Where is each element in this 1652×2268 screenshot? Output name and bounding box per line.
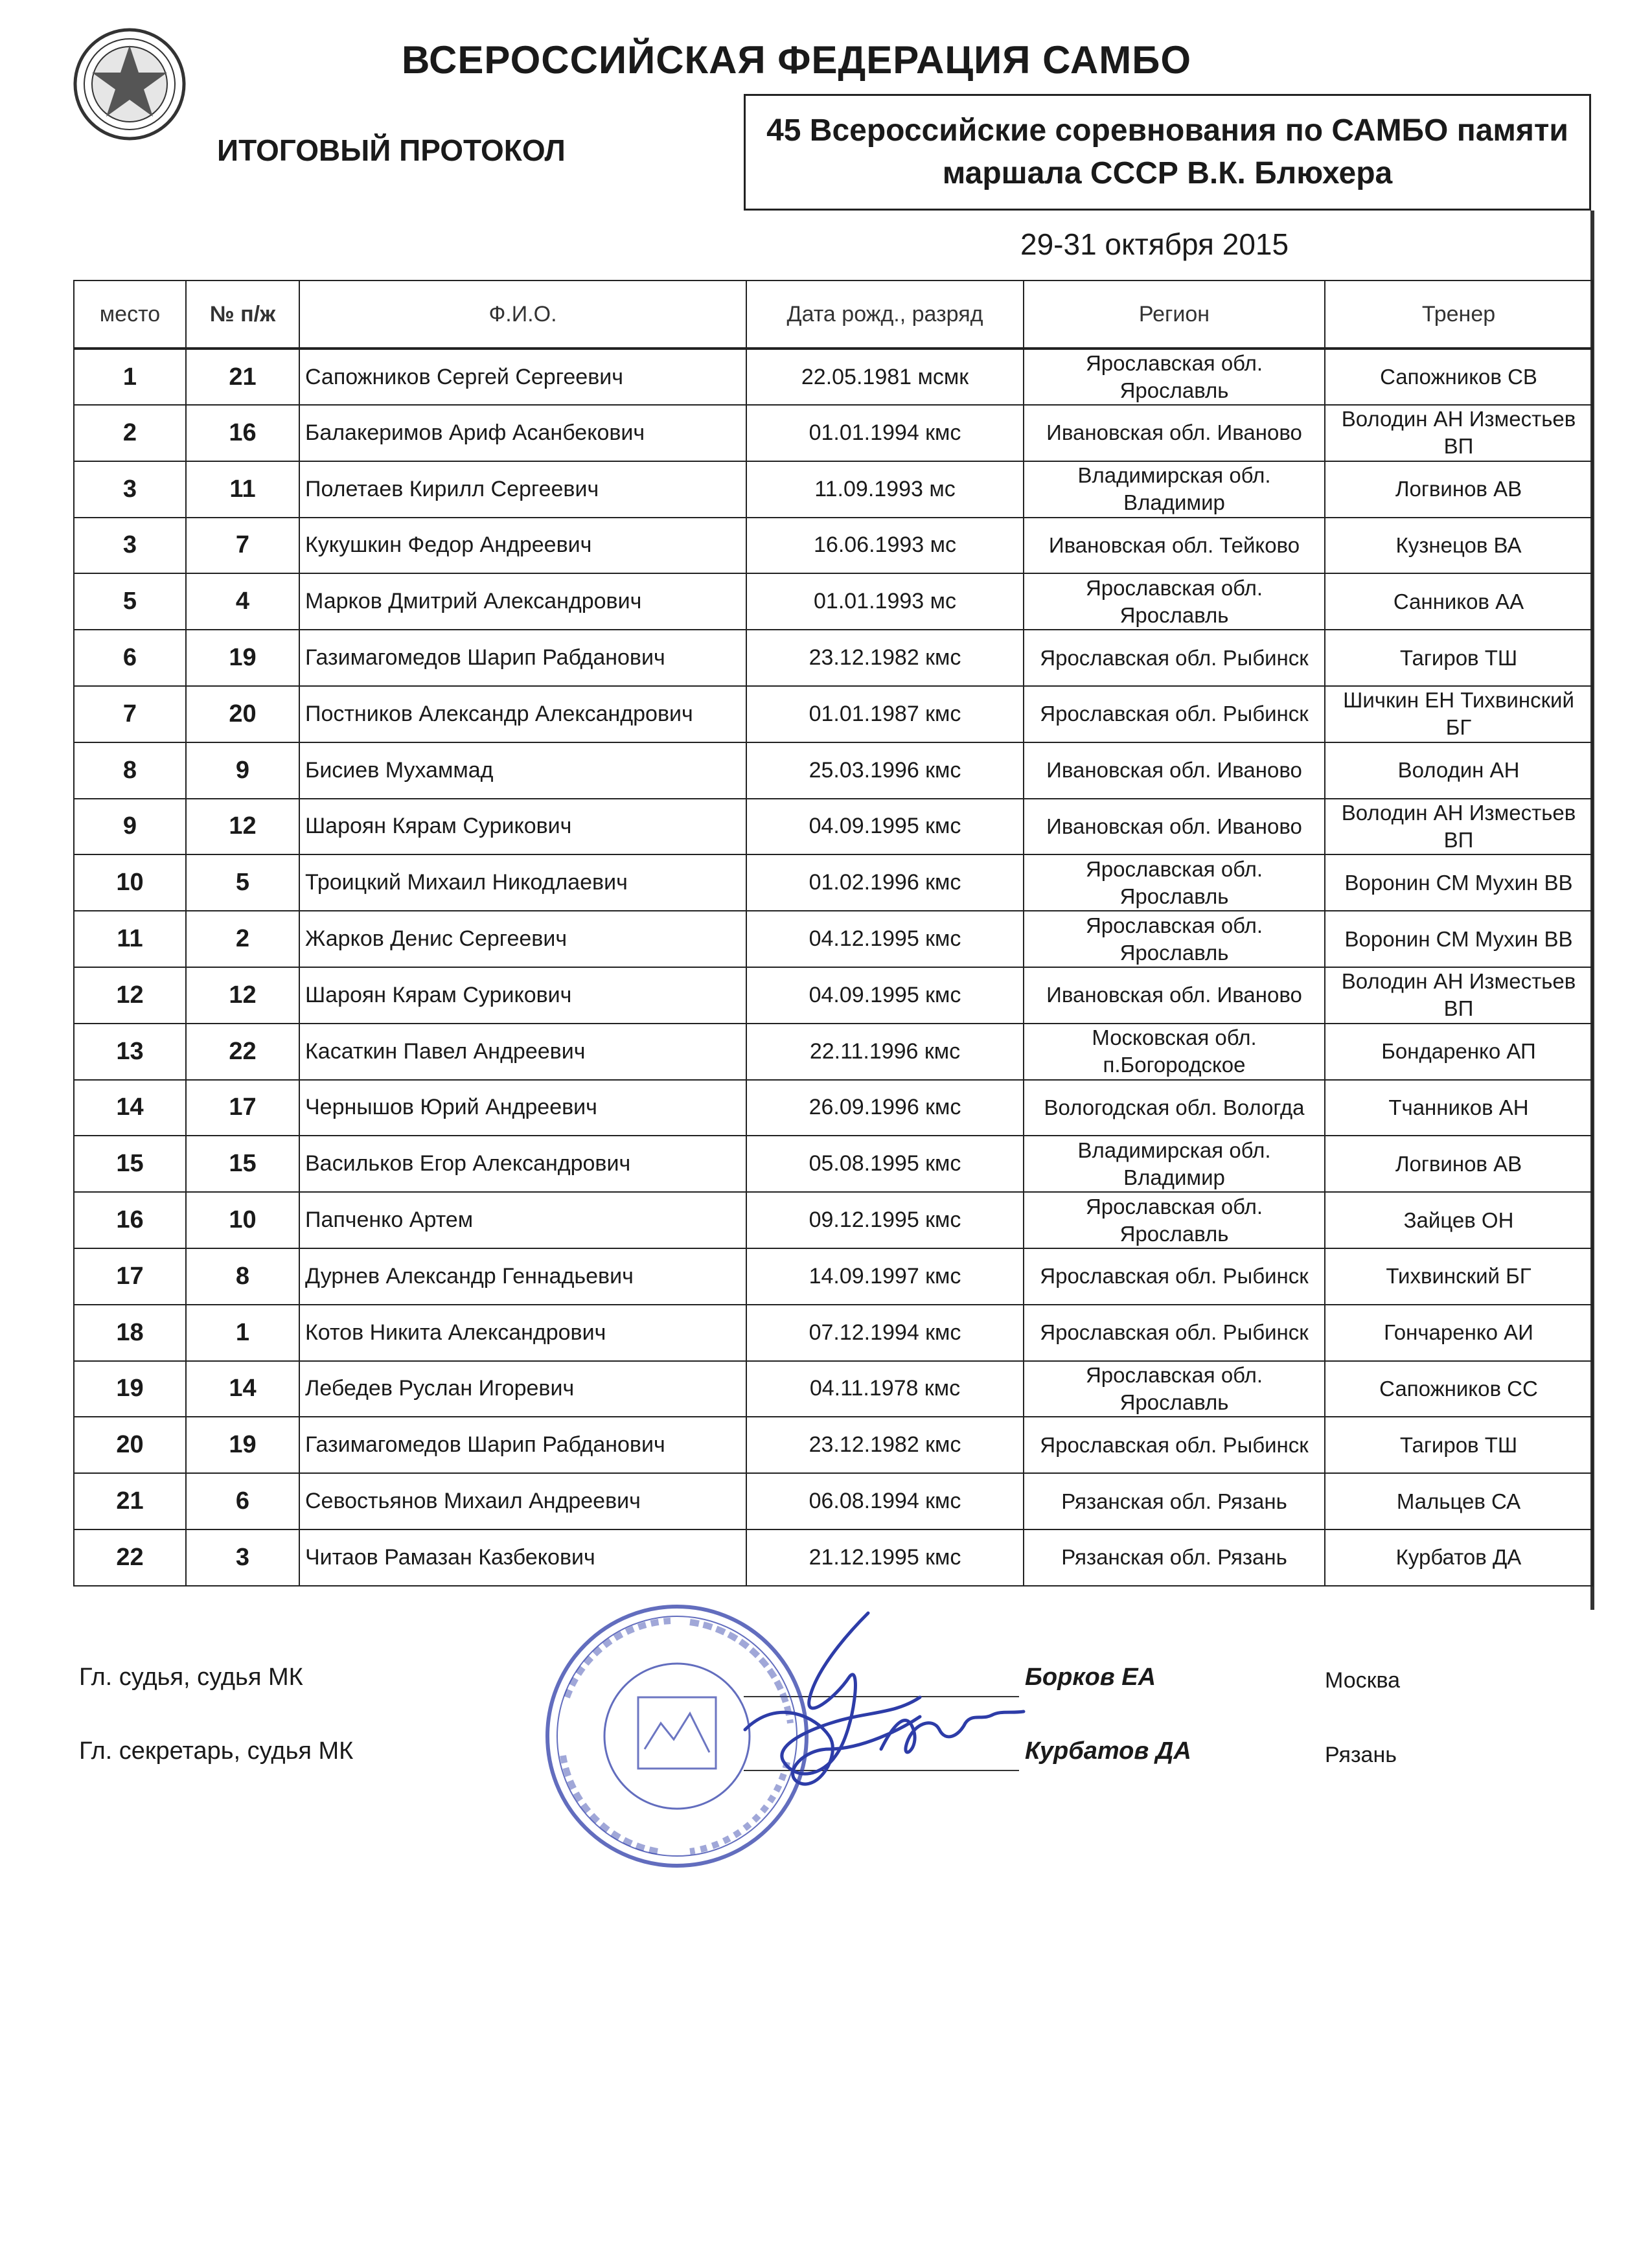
chief-secretary-name: Курбатов ДА [1025,1737,1191,1765]
results-table [73,280,1593,1586]
cell-coach: Воронин СМ Мухин ВВ [1325,854,1592,911]
cell-place: 20 [74,1417,186,1473]
cell-number: 11 [186,461,299,518]
cell-coach: Тихвинский БГ [1325,1248,1592,1305]
table-row [74,799,1592,855]
cell-region: Ярославская обл. Ярославль [1024,573,1325,630]
cell-name: Котов Никита Александрович [299,1305,746,1361]
chief-judge-name: Борков ЕА [1025,1664,1156,1691]
cell-region: Ярославская обл. Ярославль [1024,1361,1325,1417]
federation-title: ВСЕРОССИЙСКАЯ ФЕДЕРАЦИЯ САМБО [402,38,1192,82]
table-row [74,686,1592,742]
table-row [74,1305,1592,1361]
table-row [74,461,1592,518]
cell-number: 16 [186,405,299,461]
cell-place: 12 [74,967,186,1024]
cell-name: Васильков Егор Александрович [299,1136,746,1192]
cell-place: 1 [74,349,186,405]
results-table-body [74,349,1592,1586]
cell-birthdate: 09.12.1995 кмс [746,1192,1024,1248]
cell-coach: Гончаренко АИ [1325,1305,1592,1361]
cell-name: Шароян Кярам Сурикович [299,967,746,1024]
table-row [74,405,1592,461]
cell-coach: Санников АА [1325,573,1592,630]
cell-name: Лебедев Руслан Игоревич [299,1361,746,1417]
table-row [74,911,1592,967]
cell-birthdate: 01.01.1993 мс [746,573,1024,630]
table-row [74,1080,1592,1136]
cell-place: 17 [74,1248,186,1305]
cell-place: 11 [74,911,186,967]
cell-name: Бисиев Мухаммад [299,742,746,799]
cell-place: 5 [74,573,186,630]
cell-region: Ярославская обл. Ярославль [1024,911,1325,967]
cell-coach: Володин АН Изместьев ВП [1325,405,1592,461]
cell-place: 16 [74,1192,186,1248]
cell-name: Балакеримов Ариф Асанбекович [299,405,746,461]
cell-region: Ярославская обл. Рыбинск [1024,1248,1325,1305]
cell-number: 19 [186,1417,299,1473]
cell-birthdate: 04.12.1995 кмс [746,911,1024,967]
cell-region: Ивановская обл. Иваново [1024,799,1325,855]
cell-number: 12 [186,967,299,1024]
cell-coach: Тагиров ТШ [1325,1417,1592,1473]
cell-birthdate: 14.09.1997 кмс [746,1248,1024,1305]
cell-region: Ярославская обл. Рыбинск [1024,630,1325,686]
cell-region: Ивановская обл. Иваново [1024,742,1325,799]
cell-region: Ивановская обл. Тейково [1024,518,1325,574]
cell-number: 14 [186,1361,299,1417]
cell-place: 21 [74,1473,186,1529]
table-row [74,1192,1592,1248]
event-title-line-2: маршала СССР В.К. Блюхера [942,156,1393,190]
event-dates: 29-31 октября 2015 [1020,227,1289,261]
federation-star-logo-icon [71,26,188,143]
cell-number: 17 [186,1080,299,1136]
table-row [74,1529,1592,1586]
cell-name: Кукушкин Федор Андреевич [299,518,746,574]
cell-place: 15 [74,1136,186,1192]
cell-coach: Мальцев СА [1325,1473,1592,1529]
cell-coach: Володин АН [1325,742,1592,799]
protocol-title: ИТОГОВЫЙ ПРОТОКОЛ [217,133,566,167]
cell-name: Сапожников Сергей Сергеевич [299,349,746,405]
cell-number: 5 [186,854,299,911]
cell-place: 10 [74,854,186,911]
cell-region: Ивановская обл. Иваново [1024,967,1325,1024]
table-row [74,1417,1592,1473]
cell-number: 2 [186,911,299,967]
table-row [74,573,1592,630]
event-title-box [744,94,1591,211]
cell-birthdate: 23.12.1982 кмс [746,630,1024,686]
cell-birthdate: 05.08.1995 кмс [746,1136,1024,1192]
cell-number: 6 [186,1473,299,1529]
cell-place: 3 [74,461,186,518]
cell-coach: Тчанников АН [1325,1080,1592,1136]
cell-region: Ярославская обл. Ярославль [1024,1192,1325,1248]
cell-name: Полетаев Кирилл Сергеевич [299,461,746,518]
cell-place: 9 [74,799,186,855]
cell-region: Владимирская обл. Владимир [1024,1136,1325,1192]
cell-place: 18 [74,1305,186,1361]
cell-birthdate: 04.11.1978 кмс [746,1361,1024,1417]
table-row [74,349,1592,405]
cell-coach: Тагиров ТШ [1325,630,1592,686]
cell-region: Ярославская обл. Рыбинск [1024,1305,1325,1361]
cell-name: Газимагомедов Шарип Рабданович [299,630,746,686]
table-row [74,1024,1592,1080]
cell-coach: Зайцев ОН [1325,1192,1592,1248]
cell-coach: Воронин СМ Мухин ВВ [1325,911,1592,967]
table-row [74,854,1592,911]
cell-coach: Логвинов АВ [1325,461,1592,518]
cell-place: 19 [74,1361,186,1417]
cell-coach: Курбатов ДА [1325,1529,1592,1586]
table-row [74,1361,1592,1417]
cell-name: Дурнев Александр Геннадьевич [299,1248,746,1305]
cell-birthdate: 04.09.1995 кмс [746,799,1024,855]
cell-name: Жарков Денис Сергеевич [299,911,746,967]
cell-name: Шароян Кярам Сурикович [299,799,746,855]
cell-number: 22 [186,1024,299,1080]
cell-birthdate: 23.12.1982 кмс [746,1417,1024,1473]
table-row [74,1248,1592,1305]
cell-region: Ярославская обл. Ярославль [1024,349,1325,405]
cell-region: Рязанская обл. Рязань [1024,1529,1325,1586]
cell-name: Марков Дмитрий Александрович [299,573,746,630]
cell-birthdate: 01.01.1994 кмс [746,405,1024,461]
cell-region: Ярославская обл. Рыбинск [1024,1417,1325,1473]
cell-birthdate: 16.06.1993 мс [746,518,1024,574]
cell-name: Читаов Рамазан Казбекович [299,1529,746,1586]
cell-region: Московская обл. п.Богородское [1024,1024,1325,1080]
cell-birthdate: 26.09.1996 кмс [746,1080,1024,1136]
cell-region: Ярославская обл. Ярославль [1024,854,1325,911]
cell-place: 8 [74,742,186,799]
cell-number: 8 [186,1248,299,1305]
table-row [74,518,1592,574]
cell-birthdate: 04.09.1995 кмс [746,967,1024,1024]
cell-place: 14 [74,1080,186,1136]
table-row [74,742,1592,799]
cell-number: 9 [186,742,299,799]
cell-birthdate: 25.03.1996 кмс [746,742,1024,799]
cell-place: 13 [74,1024,186,1080]
cell-number: 21 [186,349,299,405]
cell-coach: Бондаренко АП [1325,1024,1592,1080]
cell-name: Газимагомедов Шарип Рабданович [299,1417,746,1473]
cell-place: 3 [74,518,186,574]
cell-place: 7 [74,686,186,742]
cell-coach: Сапожников СС [1325,1361,1592,1417]
cell-coach: Сапожников СВ [1325,349,1592,405]
table-row [74,1136,1592,1192]
table-row [74,967,1592,1024]
cell-birthdate: 06.08.1994 кмс [746,1473,1024,1529]
table-row [74,630,1592,686]
column-header-name: Ф.И.О. [299,281,746,349]
table-header-row [74,281,1592,349]
cell-birthdate: 07.12.1994 кмс [746,1305,1024,1361]
cell-number: 1 [186,1305,299,1361]
cell-number: 7 [186,518,299,574]
column-header-coach: Тренер [1325,281,1592,349]
cell-birthdate: 01.01.1987 кмс [746,686,1024,742]
cell-region: Рязанская обл. Рязань [1024,1473,1325,1529]
cell-place: 6 [74,630,186,686]
cell-region: Вологодская обл. Вологда [1024,1080,1325,1136]
cell-birthdate: 22.05.1981 мсмк [746,349,1024,405]
cell-place: 22 [74,1529,186,1586]
cell-name: Постников Александр Александрович [299,686,746,742]
cell-region: Ивановская обл. Иваново [1024,405,1325,461]
event-title-line-1: 45 Всероссийские соревнования по САМБО памяти [766,113,1568,148]
cell-number: 19 [186,630,299,686]
cell-birthdate: 01.02.1996 кмс [746,854,1024,911]
chief-secretary-label: Гл. секретарь, судья МК [79,1737,354,1765]
cell-number: 10 [186,1192,299,1248]
cell-name: Троицкий Михаил Никодлаевич [299,854,746,911]
handwritten-signature [687,1600,1037,1807]
column-header-region: Регион [1024,281,1325,349]
table-row [74,1473,1592,1529]
column-header-number: № п/ж [186,281,299,349]
cell-number: 15 [186,1136,299,1192]
cell-number: 4 [186,573,299,630]
chief-judge-city: Москва [1325,1668,1401,1693]
cell-name: Папченко Артем [299,1192,746,1248]
chief-secretary-city: Рязань [1325,1743,1397,1767]
cell-coach: Шичкин ЕН Тихвинский БГ [1325,686,1592,742]
cell-place: 2 [74,405,186,461]
cell-number: 20 [186,686,299,742]
cell-name: Севостьянов Михаил Андреевич [299,1473,746,1529]
cell-number: 12 [186,799,299,855]
cell-number: 3 [186,1529,299,1586]
cell-coach: Володин АН Изместьев ВП [1325,967,1592,1024]
column-header-birthdate: Дата рожд., разряд [746,281,1024,349]
column-header-place: место [74,281,186,349]
chief-judge-label: Гл. судья, судья МК [79,1664,303,1691]
cell-birthdate: 21.12.1995 кмс [746,1529,1024,1586]
cell-name: Касаткин Павел Андреевич [299,1024,746,1080]
cell-birthdate: 22.11.1996 кмс [746,1024,1024,1080]
cell-birthdate: 11.09.1993 мс [746,461,1024,518]
cell-coach: Кузнецов ВА [1325,518,1592,574]
cell-coach: Володин АН Изместьев ВП [1325,799,1592,855]
cell-name: Чернышов Юрий Андреевич [299,1080,746,1136]
cell-coach: Логвинов АВ [1325,1136,1592,1192]
cell-region: Владимирская обл. Владимир [1024,461,1325,518]
cell-region: Ярославская обл. Рыбинск [1024,686,1325,742]
